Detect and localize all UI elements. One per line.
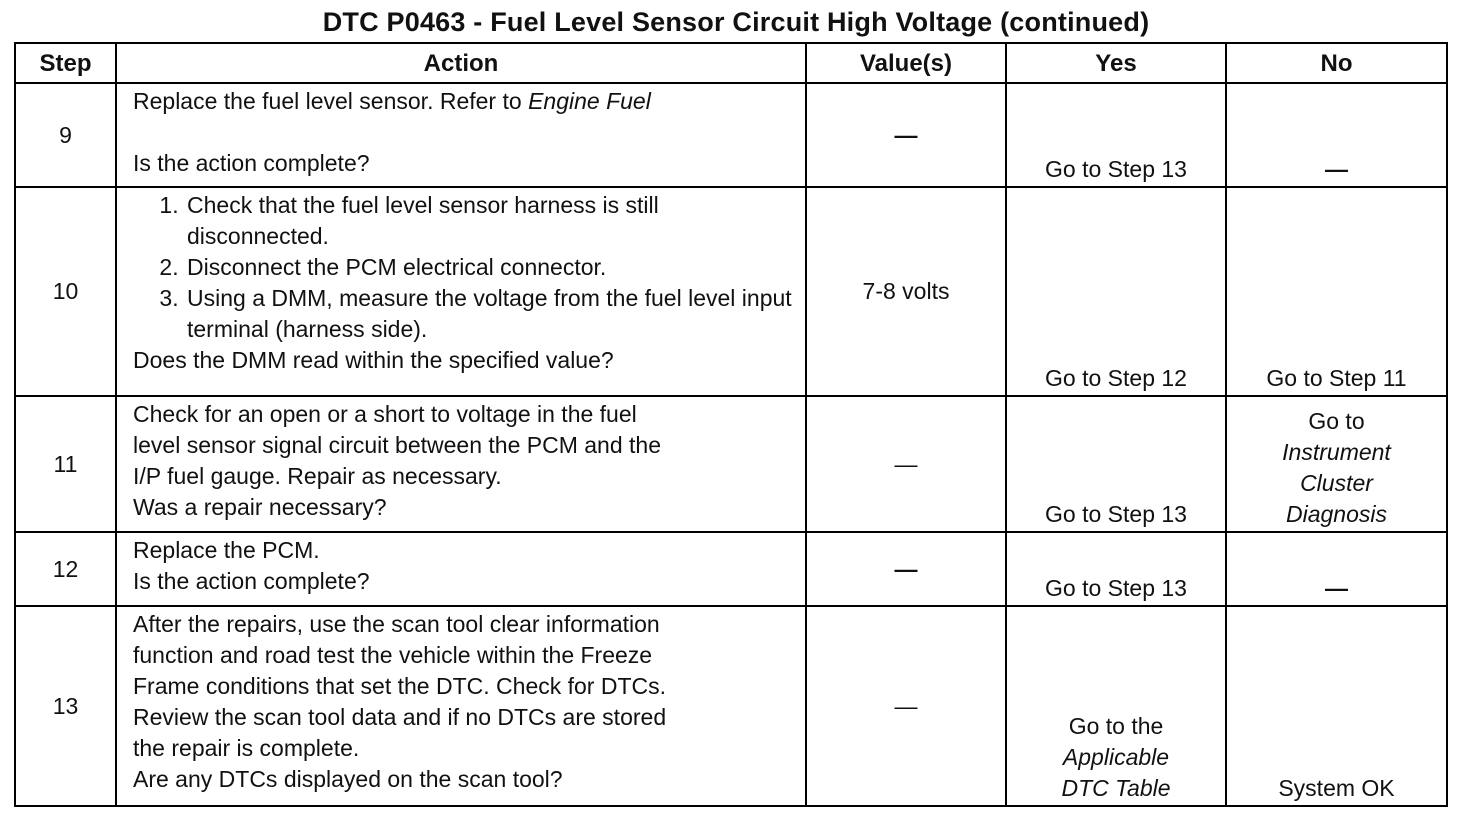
- table-row: [15, 532, 1447, 606]
- no-cell: [1226, 396, 1447, 532]
- no-text: Go to: [1308, 408, 1365, 434]
- reference-link[interactable]: Applicable: [1062, 744, 1170, 770]
- action-text: After the repairs, use the scan tool clear information: [133, 611, 660, 637]
- action-question: Is the action complete?: [133, 150, 370, 176]
- action-question: Is the action complete?: [133, 568, 370, 594]
- table-row: [15, 187, 1447, 396]
- header-step: Step: [15, 43, 116, 83]
- yes-cell: [1006, 606, 1226, 806]
- table-row: [15, 396, 1447, 532]
- value-cell: —: [806, 532, 1006, 606]
- action-text: I/P fuel gauge. Repair as necessary.: [133, 463, 502, 489]
- header-action: Action: [116, 43, 806, 83]
- action-text-plain: Replace the fuel level sensor. Refer to: [133, 88, 529, 114]
- page-title: DTC P0463 - Fuel Level Sensor Circuit High Voltage (continued): [322, 7, 1150, 37]
- header-values: Value(s): [806, 43, 1006, 83]
- reference-link[interactable]: Instrument: [1282, 439, 1391, 465]
- reference-link[interactable]: Engine Fuel: [528, 88, 651, 114]
- header-yes: Yes: [1006, 43, 1226, 83]
- no-cell: Go to Step 11: [1226, 187, 1447, 396]
- no-cell: System OK: [1226, 606, 1447, 806]
- action-question: Was a repair necessary?: [133, 494, 387, 520]
- action-step-item: 2. Disconnect the PCM electrical connector.: [185, 252, 799, 283]
- action-text: level sensor signal circuit between the PCM and the: [133, 432, 662, 458]
- action-question: Are any DTCs displayed on the scan tool?: [133, 766, 563, 792]
- yes-cell: Go to Step 13: [1006, 83, 1226, 187]
- action-steps-list: [133, 190, 799, 345]
- reference-link[interactable]: Diagnosis: [1286, 501, 1387, 527]
- step-number: 9: [15, 83, 116, 187]
- action-text: Review the scan tool data and if no DTCs are stored: [133, 704, 667, 730]
- yes-cell: Go to Step 13: [1006, 532, 1226, 606]
- value-cell: —: [806, 606, 1006, 806]
- header-no: No: [1226, 43, 1447, 83]
- action-text: function and road test the vehicle within the Freeze: [133, 642, 653, 668]
- step-number: 11: [15, 396, 116, 532]
- header-row: [15, 43, 1447, 83]
- action-text: the repair is complete.: [133, 735, 360, 761]
- action-question: Does the DMM read within the specified value?: [133, 347, 614, 373]
- action-text: Frame conditions that set the DTC. Check for DTCs.: [133, 673, 667, 699]
- value-cell: —: [806, 396, 1006, 532]
- action-cell: [116, 83, 806, 187]
- yes-cell: Go to Step 12: [1006, 187, 1226, 396]
- action-cell: [116, 187, 806, 396]
- action-cell: [116, 396, 806, 532]
- reference-link[interactable]: DTC Table: [1061, 775, 1171, 801]
- step-number: 13: [15, 606, 116, 806]
- table-row: [15, 606, 1447, 806]
- yes-text: Go to the: [1068, 713, 1164, 739]
- value-cell: —: [806, 83, 1006, 187]
- no-cell: —: [1226, 532, 1447, 606]
- action-cell: [116, 606, 806, 806]
- action-step-item: 1. Check that the fuel level sensor harness is still disconnected.: [185, 190, 799, 252]
- step-number: 12: [15, 532, 116, 606]
- action-cell: [116, 532, 806, 606]
- table-row: [15, 83, 1447, 187]
- no-cell: —: [1226, 83, 1447, 187]
- action-text: Replace the PCM.: [133, 537, 320, 563]
- action-step-item: 3. Using a DMM, measure the voltage from the fuel level input terminal (harness side).: [185, 283, 799, 345]
- value-cell: 7-8 volts: [806, 187, 1006, 396]
- action-text: Check for an open or a short to voltage in the fuel: [133, 401, 637, 427]
- reference-link[interactable]: Cluster: [1300, 470, 1373, 496]
- yes-cell: Go to Step 13: [1006, 396, 1226, 532]
- action-text: [133, 86, 799, 117]
- step-number: 10: [15, 187, 116, 396]
- diagnostic-table: [14, 42, 1448, 807]
